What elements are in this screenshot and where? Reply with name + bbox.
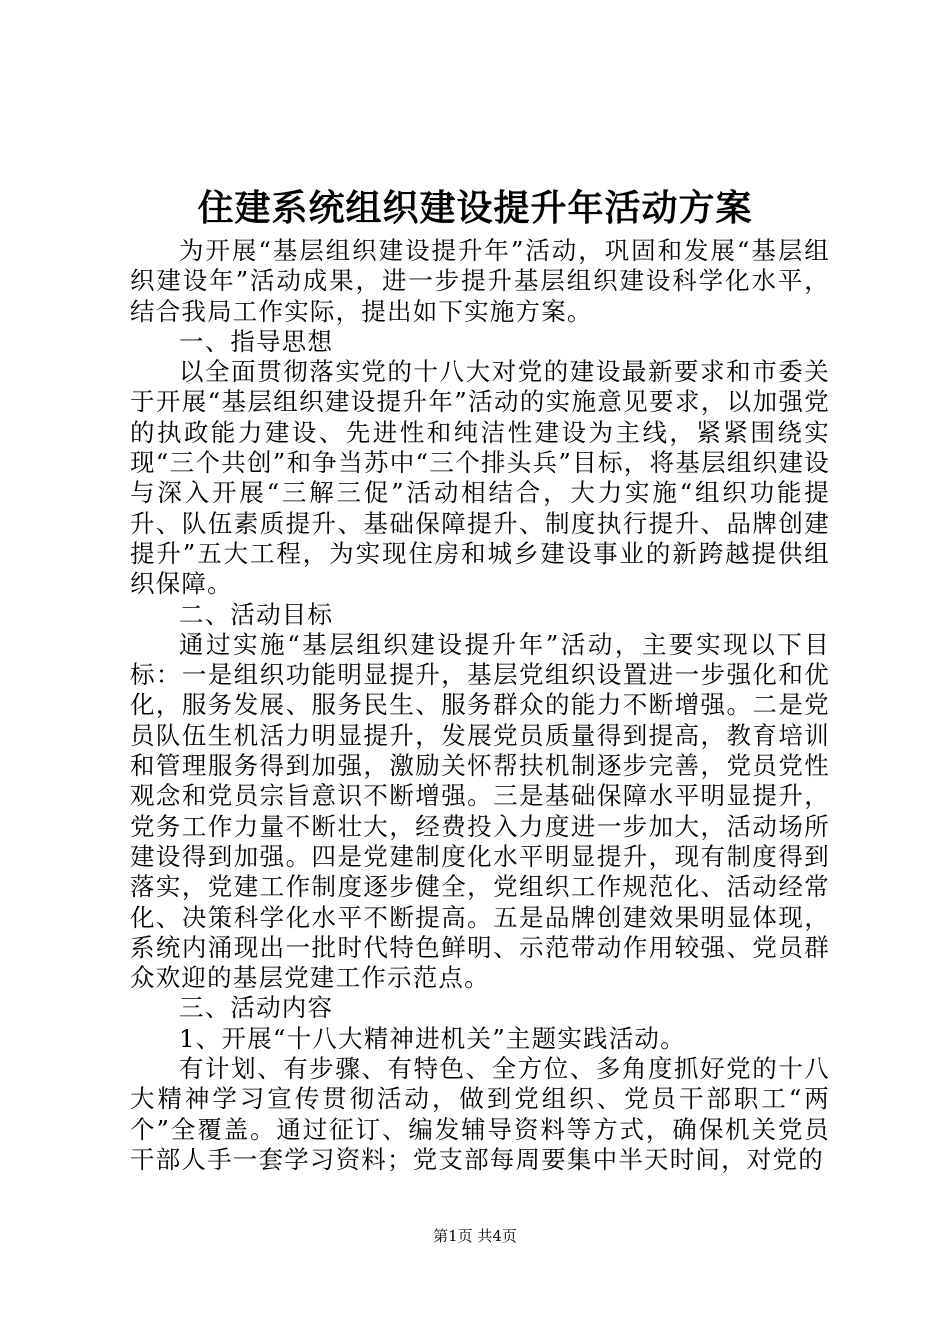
- heading-activity-goals: 二、活动目标: [179, 599, 334, 629]
- paragraph-guiding-ideology: 以全面贯彻落实党的十八大对党的建设最新要求和市委关于开展“基层组织建设提升年”活动的实施意见要求，以加强党的执政能力建设、先进性和纯洁性建设为主线，紧紧围绕实现“三个共创”和争当苏中“三个排头兵”目标，将基层组织建设与深入开展“三解三促”活动相结合，大力实施“组织功能提升、队伍素质提升、基础保障提升、制度执行提升、品牌创建提升”五大工程，为实现住房和城乡建设事业的新跨越提供组织保障。: [130, 357, 830, 599]
- page-footer: 第1页 共4页: [433, 1227, 517, 1245]
- paragraph-intro: 为开展“基层组织建设提升年”活动，巩固和发展“基层组织建设年”活动成果，进一步提升基层组织建设科学化水平，结合我局工作实际，提出如下实施方案。: [130, 236, 830, 326]
- paragraph-item-1: 有计划、有步骤、有特色、全方位、多角度抓好党的十八大精神学习宣传贯彻活动，做到党组织、党员干部职工“两个”全覆盖。通过征订、编发辅导资料等方式，确保机关党员干部人手一套学习资料；党支部每周要集中半天时间，对党的: [130, 1054, 830, 1174]
- document-title: 住建系统组织建设提升年活动方案: [197, 187, 753, 229]
- heading-guiding-ideology: 一、指导思想: [179, 326, 334, 356]
- subheading-item-1: 1、开展“十八大精神进机关”主题实践活动。: [179, 1023, 686, 1053]
- document-body: [130, 236, 830, 1175]
- paragraph-activity-goals: 通过实施“基层组织建设提升年”活动，主要实现以下目标：一是组织功能明显提升，基层党组织设置进一步强化和优化，服务发展、服务民生、服务群众的能力不断增强。二是党员队伍生机活力明显提升，发展党员质量得到提高，教育培训和管理服务得到加强，激励关怀帮扶机制逐步完善，党员党性观念和党员宗旨意识不断增强。三是基础保障水平明显提升，党务工作力量不断壮大，经费投入力度进一步加大，活动场所建设得到加强。四是党建制度化水平明显提升，现有制度得到落实，党建工作制度逐步健全，党组织工作规范化、活动经常化、决策科学化水平不断提高。五是品牌创建效果明显体现，系统内涌现出一批时代特色鲜明、示范带动作用较强、党员群众欢迎的基层党建工作示范点。: [130, 629, 830, 993]
- heading-activity-content: 三、活动内容: [179, 993, 334, 1023]
